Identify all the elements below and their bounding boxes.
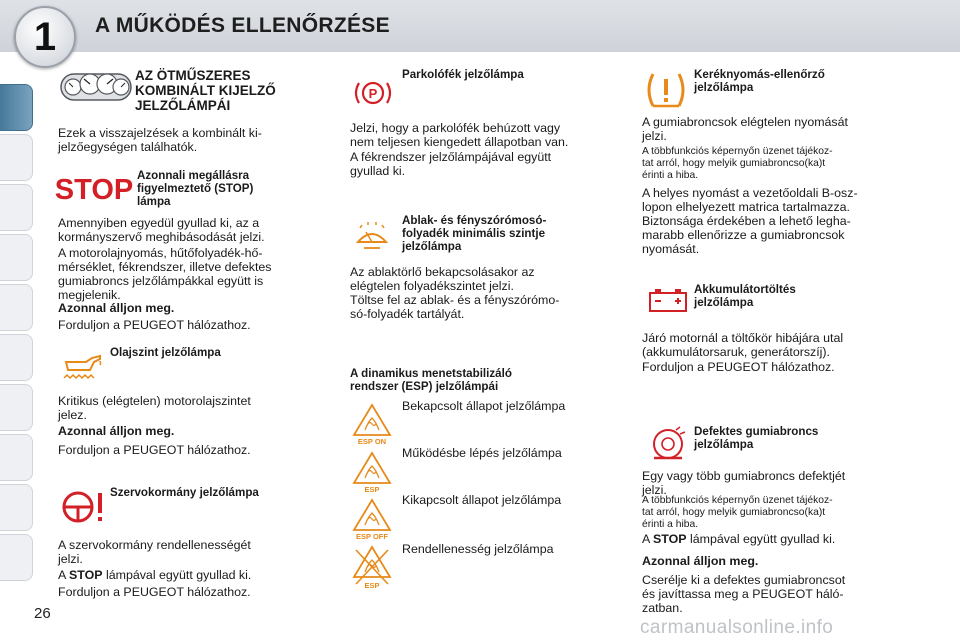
- battery-charge-icon: [648, 288, 688, 314]
- svg-text:P: P: [368, 86, 378, 101]
- stop-bold-instruction: Azonnal álljon meg.: [58, 301, 175, 315]
- esp-fault-icon: [350, 544, 394, 590]
- chapter-tab-10[interactable]: [0, 534, 33, 581]
- battery-paragraph-1: Járó motornál a töltőkör hibájára utal (akkumulátorsaruk, generátorszíj).: [642, 331, 844, 359]
- stop-paragraph-1: Amennyiben egyedül gyullad ki, az a kormányszervő meghibásodását jelzi.: [58, 216, 265, 244]
- tyre-pressure-heading: Keréknyomás-ellenőrző jelzőlámpa: [694, 68, 825, 94]
- flat-tyre-heading: Defektes gumiabroncs jelzőlámpa: [694, 425, 819, 451]
- esp-active-icon: [350, 450, 394, 494]
- stop-paragraph-3: Forduljon a PEUGEOT hálózathoz.: [58, 318, 251, 332]
- stop-warning-icon: [54, 172, 134, 206]
- chapter-tabs: [0, 58, 36, 588]
- chapter-tab-7[interactable]: [0, 384, 33, 431]
- stop-paragraph-2: A motorolajnyomás, hűtőfolyadék-hő- mérséklet, fékrendszer, illetve defektes gumiabroncs jelzőlámpákkal együtt is megjelenik.: [58, 246, 272, 302]
- oil-paragraph-1: Kritikus (elégtelen) motorolajszintet jelez.: [58, 394, 251, 422]
- battery-heading: Akkumulátortöltés jelzőlámpa: [694, 283, 796, 309]
- oil-level-icon: [60, 350, 104, 384]
- steering-paragraph-3: Forduljon a PEUGEOT hálózathoz.: [58, 585, 251, 599]
- instrument-panel-heading: AZ ÖTMŰSZERES KOMBINÁLT KIJELZŐ JELZŐLÁMPÁI: [135, 68, 276, 113]
- tyre-pressure-paragraph-1: A gumiabroncsok elégtelen nyomását jelzi.: [642, 115, 848, 143]
- esp-item-on-text: Bekapcsolt állapot jelzőlámpa: [402, 399, 566, 413]
- chapter-tab-8[interactable]: [0, 434, 33, 481]
- esp-on-label: ESP ON: [357, 437, 387, 446]
- stop-icon-text: STOP: [54, 174, 134, 206]
- chapter-tab-4[interactable]: [0, 234, 33, 281]
- washer-paragraph: Az ablaktörlő bekapcsolásakor az elégtelen folyadékszintet jelzi. Töltse fel az ablak- és a fényszórómo- só-folyadék tartályát.: [350, 265, 560, 321]
- parking-brake-icon: [352, 78, 394, 108]
- chapter-tab-5[interactable]: [0, 284, 33, 331]
- flat-tyre-paragraph-3: A STOP lámpával együtt gyullad ki.: [642, 532, 836, 546]
- esp-heading: A dinamikus menetstabilizáló rendszer (ESP) jelzőlámpái: [350, 367, 512, 393]
- washer-heading: Ablak- és fényszórómosó- folyadék minimális szintje jelzőlámpa: [402, 214, 547, 253]
- flat-tyre-paragraph-1: Egy vagy több gumiabroncs defektjét jelzi.: [642, 469, 846, 497]
- oil-bold-instruction: Azonnal álljon meg.: [58, 424, 175, 438]
- page-title: A MŰKÖDÉS ELLENŐRZÉSE: [95, 14, 390, 37]
- steering-heading: Szervokormány jelzőlámpa: [110, 486, 259, 499]
- esp-active-label: ESP: [364, 485, 380, 494]
- page-number: 26: [34, 605, 51, 622]
- chapter-tab-3[interactable]: [0, 184, 33, 231]
- esp-off-icon: [350, 497, 394, 541]
- watermark: carmanualsonline.info: [640, 617, 834, 638]
- tyre-pressure-icon: [644, 70, 688, 110]
- tyre-pressure-paragraph-2: A többfunkciós képernyőn üzenet tájékoz- tat arról, hogy melyik gumiabroncso(ka)t érinti a hiba.: [642, 146, 833, 181]
- esp-item-active-text: Működésbe lépés jelzőlámpa: [402, 446, 562, 460]
- esp-item-off-text: Kikapcsolt állapot jelzőlámpa: [402, 493, 562, 507]
- chapter-number-badge: 1: [14, 6, 76, 68]
- esp-off-label: ESP OFF: [356, 532, 388, 541]
- flat-tyre-paragraph-2: A többfunkciós képernyőn üzenet tájékoz- tat arról, hogy melyik gumiabroncso(ka)t érinti a hiba.: [642, 495, 833, 530]
- chapter-tab-9[interactable]: [0, 484, 33, 531]
- power-steering-icon: [60, 487, 106, 527]
- battery-paragraph-2: Forduljon a PEUGEOT hálózathoz.: [642, 360, 835, 374]
- parking-paragraph-2: A fékrendszer jelzőlámpájával együtt gyullad ki.: [350, 150, 552, 178]
- flat-tyre-bold-instruction: Azonnal álljon meg.: [642, 554, 759, 568]
- instrument-panel-icon: [60, 70, 132, 104]
- intro-text: Ezek a visszajelzések a kombinált ki- jelzőegységen találhatók.: [58, 126, 262, 154]
- chapter-tab-2[interactable]: [0, 134, 33, 181]
- steering-paragraph-1: A szervokormány rendellenességét jelzi.: [58, 538, 251, 566]
- parking-paragraph-1: Jelzi, hogy a parkolófék behúzott vagy nem teljesen kiengedett állapotban van.: [350, 121, 569, 149]
- chapter-tab-6[interactable]: [0, 334, 33, 381]
- esp-item-fault-text: Rendellenesség jelzőlámpa: [402, 542, 554, 556]
- oil-heading: Olajszint jelzőlámpa: [110, 346, 221, 359]
- flat-tyre-paragraph-4: Cserélje ki a defektes gumiabroncsot és javíttassa meg a PEUGEOT háló- zatban.: [642, 573, 846, 615]
- parking-heading: Parkolófék jelzőlámpa: [402, 68, 524, 81]
- esp-fault-label: ESP: [364, 581, 380, 590]
- oil-paragraph-2: Forduljon a PEUGEOT hálózathoz.: [58, 443, 251, 457]
- steering-paragraph-2: A STOP lámpával együtt gyullad ki.: [58, 568, 252, 582]
- tyre-pressure-paragraph-3: A helyes nyomást a vezetőoldali B-osz- lopon elhelyezett matrica tartalmazza. Biztonsága érdekében a lehető legha- marabb ellenőrizze a gumiabroncsok nyomását.: [642, 186, 858, 256]
- washer-fluid-icon: [354, 220, 390, 252]
- stop-heading: Azonnali megállásra figyelmeztető (STOP) lámpa: [137, 169, 254, 208]
- chapter-tab-1[interactable]: [0, 84, 33, 131]
- esp-on-icon: [350, 402, 394, 446]
- flat-tyre-icon: [646, 424, 690, 464]
